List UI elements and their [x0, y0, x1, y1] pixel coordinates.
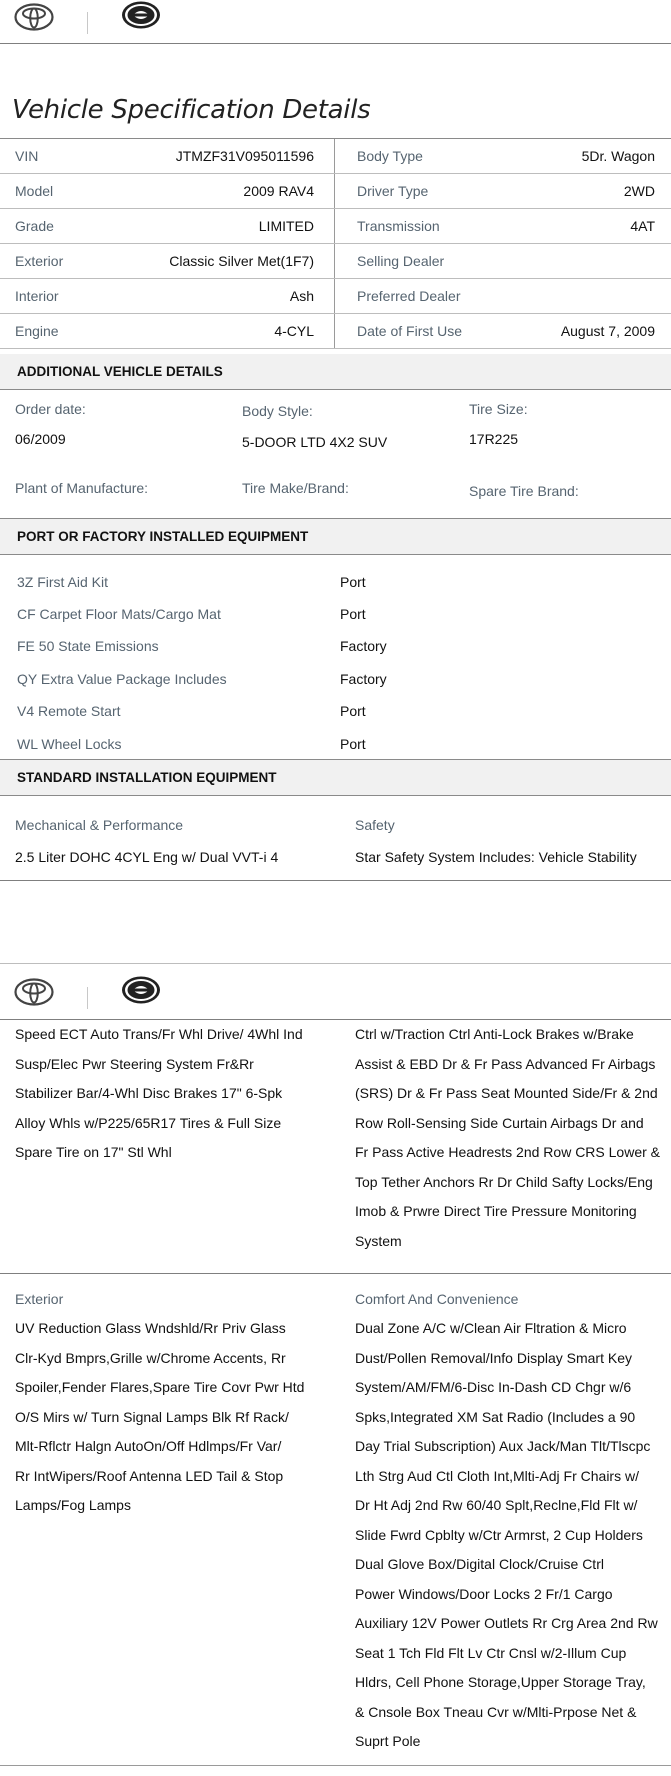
spec-row [0, 174, 671, 209]
plant-label: Plant of Manufacture: [15, 480, 149, 496]
text-line: Hldrs, Cell Phone Storage,Upper Storage Tray, [355, 1674, 646, 1690]
text-line: Susp/Elec Pwr Steering System Fr&Rr [15, 1055, 254, 1072]
mechanical-label: Mechanical & Performance [15, 817, 184, 833]
equipment-row [0, 728, 671, 760]
text-line: Alloy Whls w/P225/65R17 Tires & Full Size [15, 1114, 282, 1131]
interior-value: Ash [289, 288, 314, 304]
first-use-label: Date of First Use [357, 323, 463, 339]
interior-label: Interior [15, 288, 59, 304]
transmission-label: Transmission [357, 218, 440, 234]
text-line: Speed ECT Auto Trans/Fr Whl Drive/ 4Whl Ind [15, 1026, 303, 1042]
body-type-label: Body Type [357, 148, 423, 164]
spec-row [0, 209, 671, 244]
equipment-type: Factory [340, 638, 387, 654]
vin-value: JTMZF31V095011596 [175, 148, 314, 164]
text-line: Spoiler,Fender Flares,Spare Tire Covr Pwr Htd [15, 1379, 305, 1395]
spec-row [0, 314, 671, 349]
exterior-equipment-label: Exterior [15, 1291, 64, 1307]
body-style-value: 5-DOOR LTD 4X2 SUV [242, 434, 388, 450]
exterior-value: Classic Silver Met(1F7) [169, 253, 314, 269]
text-line: O/S Mirs w/ Turn Signal Lamps Blk Rf Rack/ [15, 1408, 289, 1425]
text-line: Spare Tire on 17" Stl Whl [15, 1144, 172, 1160]
tire-make-label: Tire Make/Brand: [242, 480, 349, 496]
mechanical-continued [15, 1020, 303, 1168]
equipment-name: FE 50 State Emissions [17, 638, 159, 654]
text-line: Lth Strg Aud Ctl Cloth Int,Mlti-Adj Fr Chairs w/ [355, 1467, 639, 1484]
transmission-value: 4AT [630, 218, 655, 234]
text-line: (SRS) Dr & Fr Pass Seat Mounted Side/Fr & 2nd [355, 1085, 658, 1101]
exterior-text [15, 1314, 304, 1521]
equipment-type: Port [340, 703, 366, 719]
spec-table [0, 138, 671, 349]
equipment-row [0, 630, 671, 662]
text-line: Lamps/Fog Lamps [15, 1497, 131, 1513]
driver-type-value: 2WD [623, 183, 655, 199]
equipment-name: V4 Remote Start [17, 703, 121, 719]
page-header-2 [0, 975, 671, 1019]
text-line: Day Trial Subscription) Aux Jack/Man Tlt/Tlscpc [355, 1438, 651, 1454]
preferred-dealer-label: Preferred Dealer [357, 288, 461, 304]
text-line: Power Windows/Door Locks 2 Fr/1 Cargo [355, 1585, 613, 1602]
equipment-type: Port [340, 606, 366, 622]
equipment-type: Port [340, 736, 366, 752]
text-line: System [355, 1232, 402, 1249]
model-label: Model [15, 183, 54, 199]
tire-size-value: 17R225 [469, 431, 519, 447]
text-line: Seat 1 Tch Fld Flt Lv Ctr Cnsl w/2-Illum Cup [355, 1644, 627, 1661]
spec-row [0, 244, 671, 279]
text-line: & Cnsole Box Tneau Cvr w/Mlti-Prpose Net & [355, 1703, 637, 1720]
equipment-name: CF Carpet Floor Mats/Cargo Mat [17, 606, 221, 622]
equipment-name: WL Wheel Locks [17, 736, 122, 752]
text-line: Dual Glove Box/Digital Clock/Cruise Ctrl [355, 1556, 604, 1572]
toyota-logo [14, 978, 54, 1006]
bottom-divider [0, 1765, 671, 1766]
equipment-row [0, 598, 671, 630]
text-line: Clr-Kyd Bmprs,Grille w/Chrome Accents, Rr [15, 1349, 286, 1366]
safety-label: Safety [355, 817, 395, 833]
equipment-name: 3Z First Aid Kit [17, 574, 109, 590]
text-line: Auxiliary 12V Power Outlets Rr Crg Area 2nd Rw [355, 1615, 658, 1631]
header-divider-line [0, 43, 671, 44]
vin-label: VIN [15, 148, 39, 164]
text-line: Dual Zone A/C w/Clean Air Fltration & Micro [355, 1320, 627, 1336]
toyota-logo [14, 3, 54, 31]
standard-equipment-heading: STANDARD INSTALLATION EQUIPMENT [0, 759, 671, 796]
page-header [0, 0, 671, 44]
first-use-value: August 7, 2009 [560, 323, 655, 339]
header-divider [87, 987, 88, 1009]
equipment-name: QY Extra Value Package Includes [17, 671, 227, 687]
additional-details-heading: ADDITIONAL VEHICLE DETAILS [0, 354, 671, 390]
text-line: Spks,Integrated XM Sat Radio (Includes a 90 [355, 1408, 636, 1425]
port-factory-heading: PORT OR FACTORY INSTALLED EQUIPMENT [0, 518, 671, 555]
spec-row [0, 139, 671, 174]
grade-label: Grade [15, 218, 54, 234]
comfort-label: Comfort And Convenience [355, 1291, 519, 1307]
exterior-label: Exterior [15, 253, 64, 269]
text-line: Rr IntWipers/Roof Antenna LED Tail & Stop [15, 1467, 284, 1484]
model-value: 2009 RAV4 [243, 183, 314, 199]
page-title: Vehicle Specification Details [12, 95, 371, 125]
text-line: System/AM/FM/6-Disc In-Dash CD Chgr w/6 [355, 1379, 632, 1395]
text-line: Mlt-Rflctr Halgn AutoOn/Off Hdlmps/Fr Var/ [15, 1438, 282, 1454]
engine-label: Engine [15, 323, 59, 339]
text-line: Imob & Prwre Direct Tire Pressure Monitoring [355, 1203, 637, 1219]
text-line: Assist & EBD Dr & Fr Pass Advanced Fr Airbags [355, 1055, 656, 1072]
body-style-label: Body Style: [242, 403, 313, 419]
equipment-row [0, 566, 671, 598]
text-line: Dr Ht Adj 2nd Rw 60/40 Splt,Reclne,Fld Flt w/ [355, 1497, 638, 1513]
text-line: Top Tether Anchors Rr Dr Child Safty Locks/Eng [355, 1173, 653, 1190]
text-line: Stabilizer Bar/4-Whl Disc Brakes 17" 6-Spk [15, 1085, 283, 1101]
safety-continued [355, 1020, 660, 1256]
text-line: Ctrl w/Traction Ctrl Anti-Lock Brakes w/Brake [355, 1026, 634, 1042]
text-line: Fr Pass Active Headrests 2nd Row CRS Lower & [355, 1144, 661, 1160]
engine-value: 4-CYL [274, 323, 314, 339]
spare-tire-label: Spare Tire Brand: [469, 483, 579, 499]
driver-type-label: Driver Type [357, 183, 429, 199]
body-type-value: 5Dr. Wagon [581, 148, 655, 164]
scion-logo [121, 975, 161, 1005]
text-line: UV Reduction Glass Wndshld/Rr Priv Glass [15, 1320, 286, 1336]
equipment-type: Factory [340, 671, 387, 687]
text-line: Dust/Pollen Removal/Info Display Smart Key [355, 1349, 632, 1366]
comfort-text [355, 1314, 658, 1757]
page-break-line [0, 963, 671, 964]
header-divider [87, 12, 88, 34]
equipment-row [0, 663, 671, 695]
text-line: Suprt Pole [355, 1733, 421, 1749]
order-date-label: Order date: [15, 401, 86, 417]
safety-text: Star Safety System Includes: Vehicle Stability [355, 849, 637, 865]
section-divider [0, 880, 671, 881]
grade-value: LIMITED [258, 218, 314, 234]
selling-dealer-label: Selling Dealer [357, 253, 445, 269]
spec-row [0, 279, 671, 314]
equipment-type: Port [340, 574, 366, 590]
tire-size-label: Tire Size: [469, 401, 528, 417]
order-date-value: 06/2009 [15, 431, 66, 447]
equipment-row [0, 695, 671, 727]
scion-logo [121, 0, 161, 30]
mechanical-text: 2.5 Liter DOHC 4CYL Eng w/ Dual VVT-i 4 [15, 849, 279, 865]
text-line: Slide Fwrd Cpblty w/Ctr Armrst, 2 Cup Holders [355, 1526, 643, 1543]
text-line: Row Roll-Sensing Side Curtain Airbags Dr and [355, 1114, 644, 1131]
section-divider [0, 1273, 671, 1274]
